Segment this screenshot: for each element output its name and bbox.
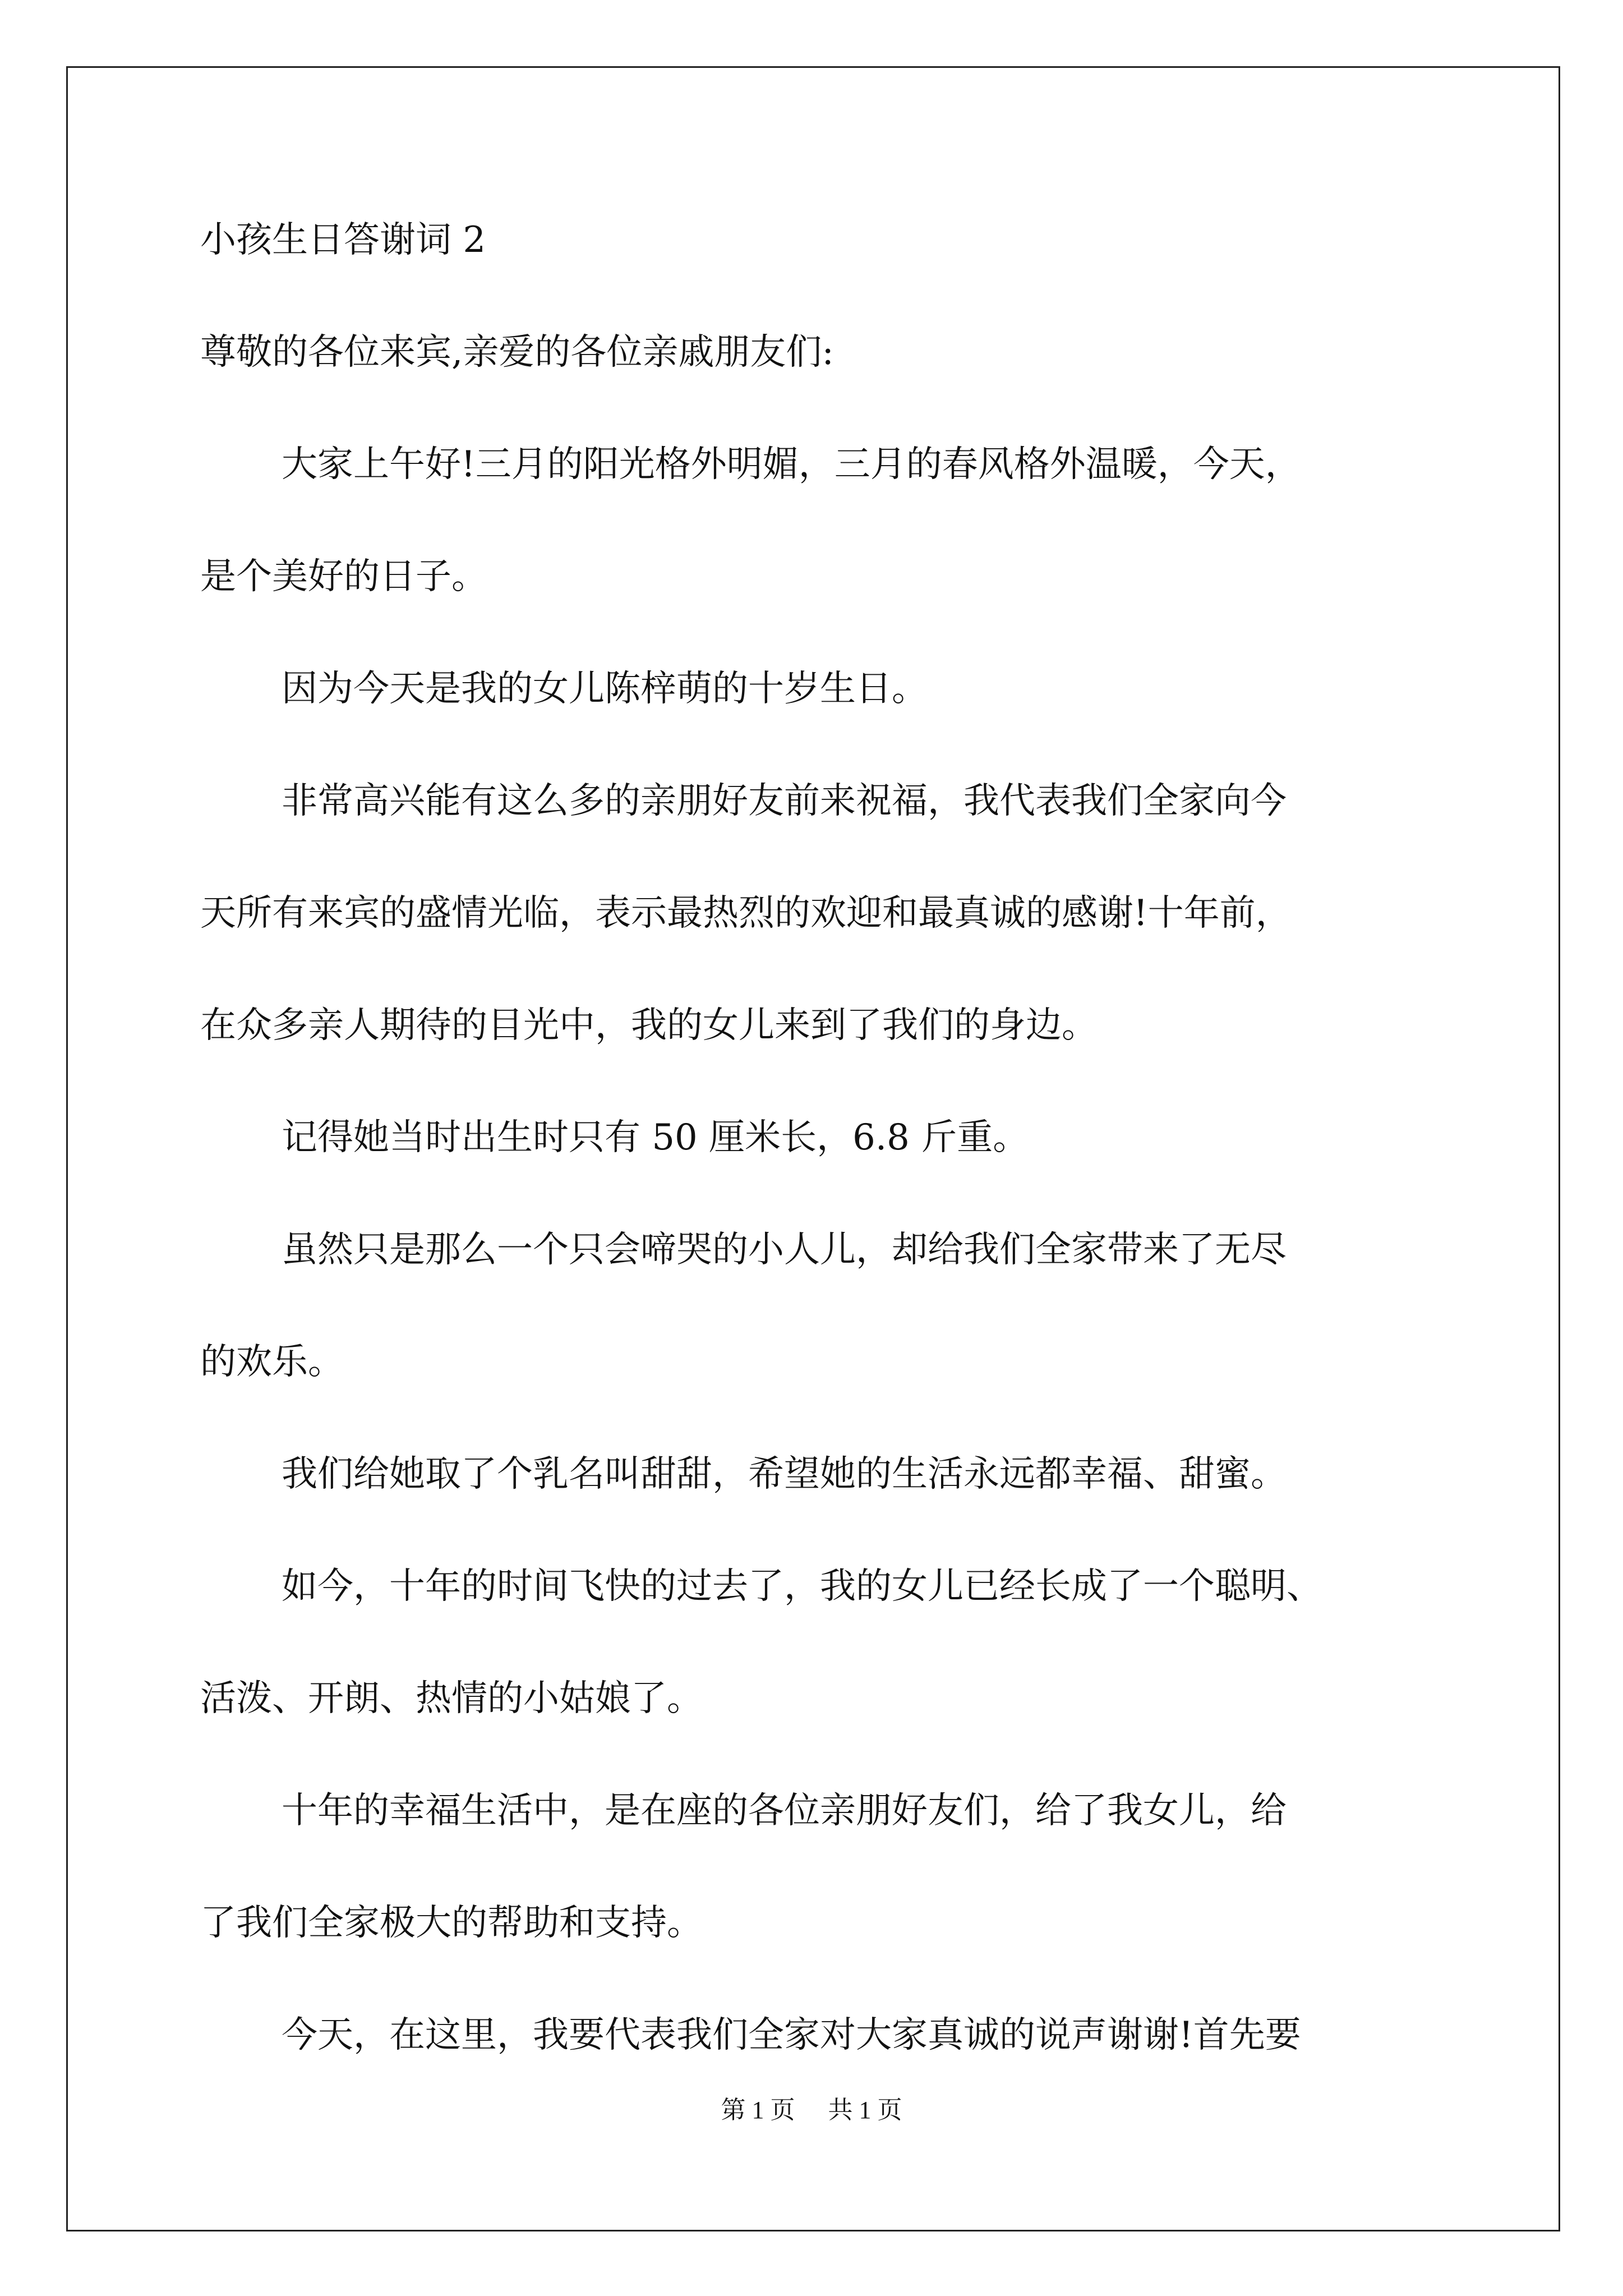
greeting-line: 尊敬的各位来宾,亲爱的各位亲戚朋友们: [200,332,834,373]
paragraph-line: 我们给她取了个乳名叫甜甜，希望她的生活永远都幸福、甜蜜。 [282,1453,1287,1495]
paragraph-line: 了我们全家极大的帮助和支持。 [200,1902,703,1944]
paragraph [200,2008,1434,2062]
paragraph-line: 因为今天是我的女儿陈梓萌的十岁生日。 [282,668,928,710]
paragraph [200,1784,1434,1950]
paragraph [200,1447,1434,1501]
page-number: 第 1 页 [721,2096,795,2124]
paragraph-line: 在众多亲人期待的目光中，我的女儿来到了我们的身边。 [200,1005,1098,1046]
paragraph-line: 是个美好的日子。 [200,556,487,597]
paragraph [200,1111,1434,1165]
paragraph-line: 的欢乐。 [200,1341,344,1383]
paragraph [200,438,1434,604]
paragraph [200,1559,1434,1726]
document-body [200,213,1434,2120]
paragraph-line: 十年的幸福生活中，是在座的各位亲朋好友们，给了我女儿，给 [282,1790,1287,1832]
page-total: 共 1 页 [828,2096,902,2124]
paragraph-line: 记得她当时出生时只有 50 厘米长，6.8 斤重。 [282,1117,1029,1158]
paragraph-line: 非常高兴能有这么多的亲朋好友前来祝福，我代表我们全家向今 [282,780,1287,822]
document-title: 小孩生日答谢词 2 [200,219,486,261]
paragraph-line: 大家上午好!三月的阳光格外明媚，三月的春风格外温暖，今天， [282,444,1301,485]
paragraph-line: 天所有来宾的盛情光临，表示最热烈的欢迎和最真诚的感谢!十年前， [200,892,1292,934]
paragraph-line: 今天，在这里，我要代表我们全家对大家真诚的说声谢谢!首先要 [282,2014,1301,2056]
paragraph-line: 如今，十年的时间飞快的过去了，我的女儿已经长成了一个聪明、 [282,1566,1322,1607]
paragraph-list [200,438,1434,2062]
page-footer [0,2093,1623,2127]
paragraph-line: 虽然只是那么一个只会啼哭的小人儿，却给我们全家带来了无尽 [282,1229,1287,1271]
paragraph [200,774,1434,1052]
paragraph-line: 活泼、开朗、热情的小姑娘了。 [200,1678,703,1719]
paragraph [200,1223,1434,1389]
paragraph [200,662,1434,716]
